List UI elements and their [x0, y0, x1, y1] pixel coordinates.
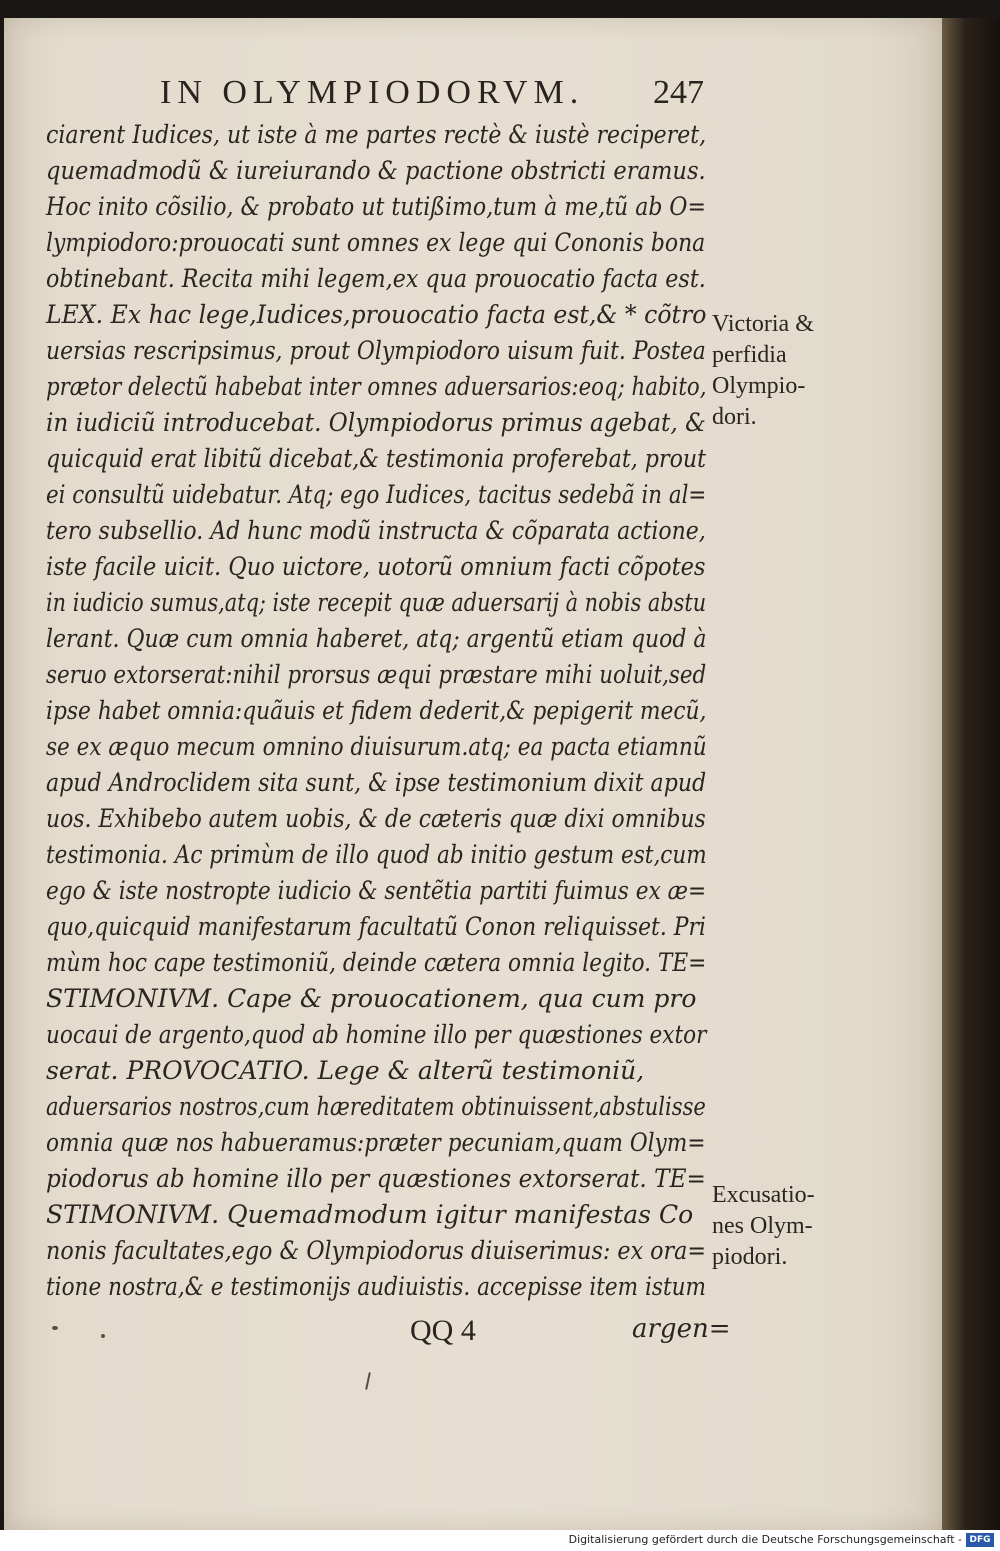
running-head: IN OLYMPIODORVM. — [160, 74, 585, 111]
text-line: seruo extorserat:nihil prorsus æqui præstare mihi uoluit,sed — [46, 660, 707, 689]
text-line: quemadmodũ & iureiurando & pactione obstricti eramus. — [46, 156, 706, 185]
text-line: se ex æquo mecum omnino diuisurum.atq; ea pacta etiamnũ — [46, 732, 707, 761]
text-line: ipse habet omnia:quãuis et fidem dederit,& pepigerit mecũ, — [46, 696, 707, 725]
funding-credit: Digitalisierung gefördert durch die Deutsche Forschungsgemeinschaft - — [568, 1533, 962, 1546]
text-line: in iudicio sumus,atq; iste recepit quæ aduersarij à nobis abstu — [46, 588, 707, 617]
text-line: STIMONIVM. Cape & prouocationem, qua cum pro — [46, 984, 697, 1013]
marginal-note-line: nes Olym- — [712, 1213, 813, 1239]
marginal-note-line: piodori. — [712, 1244, 788, 1270]
signature-mark: QQ 4 — [410, 1314, 476, 1347]
dfg-logo: DFG — [966, 1533, 994, 1547]
text-line: prætor delectũ habebat inter omnes aduersarios:eoq; habito, — [46, 372, 707, 401]
text-line: ego & iste nostropte iudicio & sentẽtia partiti fuimus ex æ= — [46, 876, 707, 905]
text-line: apud Androclidem sita sunt, & ipse testimonium dixit apud — [46, 768, 707, 797]
marginal-note-line: Victoria & — [712, 311, 814, 337]
digitization-footer — [0, 1530, 1000, 1551]
text-line: nonis facultates,ego & Olympiodorus diuiserimus: ex ora= — [46, 1236, 707, 1265]
text-line: quicquid erat libitũ dicebat,& testimonia proferebat, prout — [46, 444, 707, 473]
text-line: lympiodoro:prouocati sunt omnes ex lege qui Cononis bona — [46, 228, 706, 257]
marginal-note-line: dori. — [712, 404, 757, 430]
marginal-note-line: Olympio- — [712, 373, 806, 399]
text-line: piodorus ab homine illo per quæstiones extorserat. TE= — [46, 1164, 706, 1193]
text-line: STIMONIVM. Quemadmodum igitur manifestas Co — [46, 1200, 694, 1229]
text-line: uocaui de argento,quod ab homine illo per quæstiones extor — [46, 1020, 707, 1049]
text-line: in iudiciũ introducebat. Olympiodorus primus agebat, & — [46, 408, 706, 437]
page-number: 247 — [653, 74, 704, 111]
text-line: ei consultũ uidebatur. Atq; ego Iudices, tacitus sedebã in al= — [46, 480, 707, 509]
text-line: testimonia. Ac primùm de illo quod ab initio gestum est,cum — [46, 840, 707, 869]
text-line: serat. PROVOCATIO. Lege & alterũ testimoniũ, — [46, 1056, 645, 1085]
marginal-note-line: Excusatio- — [712, 1182, 815, 1208]
marginal-note-line: perfidia — [712, 342, 787, 368]
text-line: uersias rescripsimus, prout Olympiodoro uisum fuit. Postea — [46, 336, 706, 365]
text-line: tero subsellio. Ad hunc modũ instructa & cõparata actione, — [46, 516, 706, 545]
text-line: mùm hoc cape testimoniũ, deinde cætera omnia legito. TE= — [46, 948, 707, 977]
text-line: uos. Exhibebo autem uobis, & de cæteris quæ dixi omnibus — [46, 804, 706, 833]
text-line: ciarent Iudices, ut iste à me partes rectè & iustè reciperet, — [46, 120, 707, 149]
text-line: iste facile uicit. Quo uictore, uotorũ omnium facti cõpotes — [46, 552, 706, 581]
text-line: obtinebant. Recita mihi legem,ex qua prouocatio facta est. — [46, 264, 706, 293]
text-line: aduersarios nostros,cum hæreditatem obtinuissent,abstulisse — [46, 1092, 706, 1121]
text-line: Hoc inito cõsilio, & probato ut tutißimo,tum à me,tũ ab O= — [46, 192, 706, 221]
page-edge-shadow — [942, 18, 1000, 1530]
text-line: LEX. Ex hac lege,Iudices,prouocatio facta est,& * cõtro — [46, 300, 707, 329]
ink-speck — [101, 1334, 105, 1338]
ink-speck — [52, 1326, 58, 1330]
text-line: omnia quæ nos habueramus:præter pecuniam,quam Olym= — [46, 1128, 706, 1157]
text-line: tione nostra,& e testimonijs audiuistis. accepisse item istum — [46, 1272, 707, 1301]
text-line: lerant. Quæ cum omnia haberet, atq; argentũ etiam quod à — [46, 624, 707, 653]
catchword: argen= — [632, 1314, 731, 1344]
text-line: quo,quicquid manifestarum facultatũ Conon reliquisset. Pri — [46, 912, 706, 941]
